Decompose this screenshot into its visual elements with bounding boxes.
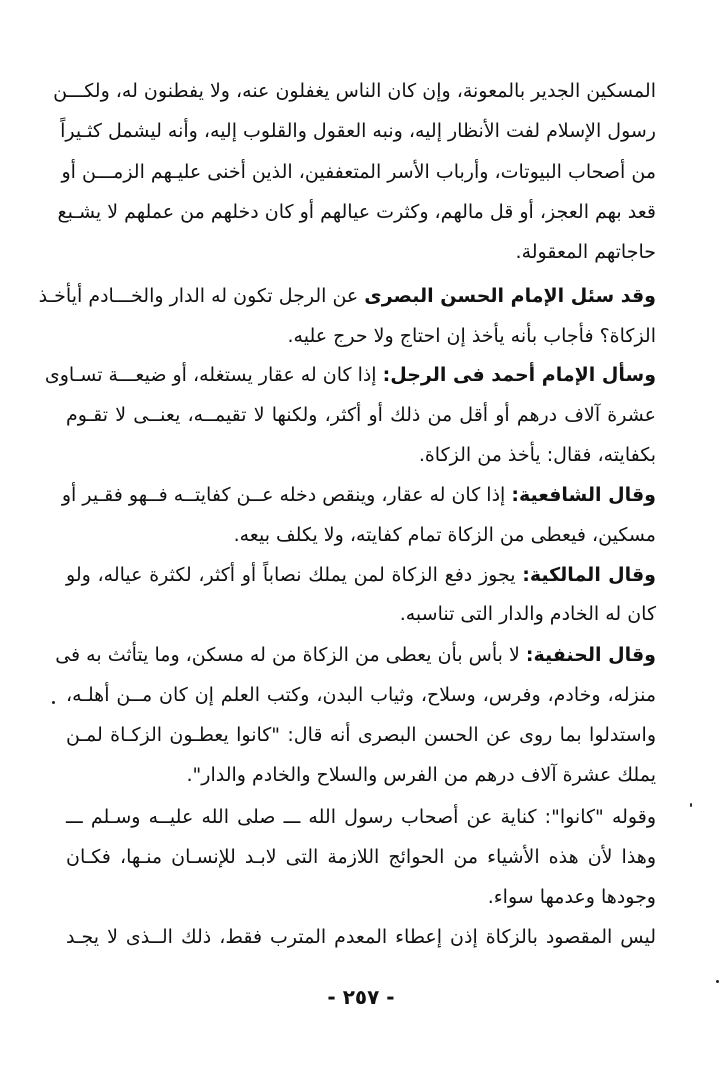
text-line: قعد بهم العجز، أو قل مالهم، وكثرت عيالهم أو كان دخلهم من عملهم لا يشـبع: [57, 201, 656, 223]
text-line: حاجاتهم المعقولة.: [515, 241, 656, 263]
text-line: من أصحاب البيوتات، وأرباب الأسر المتعففين، الذين أخنى عليـهم الزمـــن أو: [61, 161, 656, 183]
text-line: ليس المقصود بالزكاة إذن إعطاء المعدم المترب فقط، ذلك الــذى لا يجـد: [66, 926, 656, 948]
text-line: المسكين الجدير بالمعونة، وإن كان الناس يغفلون عنه، ولا يفطنون له، ولكـــن: [53, 80, 656, 102]
text-line: وقوله "كانوا": كناية عن أصحاب رسول الله ـــ صلى الله عليــه وسـلم ـــ: [66, 806, 656, 828]
scan-speck: [690, 803, 692, 807]
text-line: [55, 638, 656, 672]
scan-speck: [52, 701, 55, 704]
text-line: عشرة آلاف درهم أو أقل من ذلك أو أكثر، ولكنها لا تقيمــه، يعنــى لا تقـوم: [66, 404, 656, 426]
text-line: كان له الخادم والدار التى تناسبه.: [399, 603, 656, 625]
bold-lead: وقال المالكية:: [522, 564, 656, 586]
text-line: [44, 358, 656, 392]
text-line: وهذا لأن هذه الأشياء من الحوائج اللازمة التى لابـد للإنسـان منـها، فكـان: [66, 846, 656, 868]
text-line: يملك عشرة آلاف درهم من الفرس والسلاح والخادم والدار".: [186, 764, 656, 786]
text-line: رسول الإسلام لفت الأنظار إليه، ونبه العقول والقلوب إليه، وأنه ليشمل كثـيراً: [60, 120, 656, 142]
bold-lead: وقد سئل الإمام الحسن البصرى: [364, 285, 656, 307]
text-line: وجودها وعدمها سواء.: [487, 886, 656, 908]
text-line: مسكين، فيعطى من الزكاة تمام كفايته، ولا يكلف بيعه.: [233, 524, 656, 546]
line-text: عن الرجل تكون له الدار والخـــادم أيأخـذ: [38, 285, 365, 307]
text-line: [61, 478, 656, 512]
line-text: لا بأس بأن يعطى من الزكاة من له مسكن، وما يتأثث به فى: [55, 644, 526, 666]
line-text: إذا كان له عقار، وينقص دخله عــن كفايتــه فــهو فقـير أو: [61, 484, 512, 506]
text-line: [38, 279, 656, 313]
page-number: - ٢٥٧ -: [327, 985, 395, 1009]
line-text: إذا كان له عقار يستغله، أو ضيعـــة تسـاوى: [44, 364, 383, 386]
text-line: الزكاة؟ فأجاب بأنه يأخذ إن احتاج ولا حرج عليه.: [287, 325, 656, 347]
scan-speck: [716, 980, 719, 983]
line-text: يجوز دفع الزكاة لمن يملك نصاباً أو أكثر، لكثرة عياله، ولو: [66, 564, 523, 586]
bold-lead: وسأل الإمام أحمد فى الرجل:: [382, 364, 656, 386]
text-line: بكفايته، فقال: يأخذ من الزكاة.: [418, 444, 656, 466]
text-line: منزله، وخادم، وفرس، وسلاح، وثياب البدن، وكتب العلم إن كان مــن أهلـه،: [66, 684, 656, 706]
text-line: [66, 558, 656, 592]
text-line: واستدلوا بما روى عن الحسن البصرى أنه قال: "كانوا يعطـون الزكـاة لمـن: [66, 724, 656, 746]
bold-lead: وقال الشافعية:: [511, 484, 656, 506]
bold-lead: وقال الحنفية:: [525, 644, 656, 666]
